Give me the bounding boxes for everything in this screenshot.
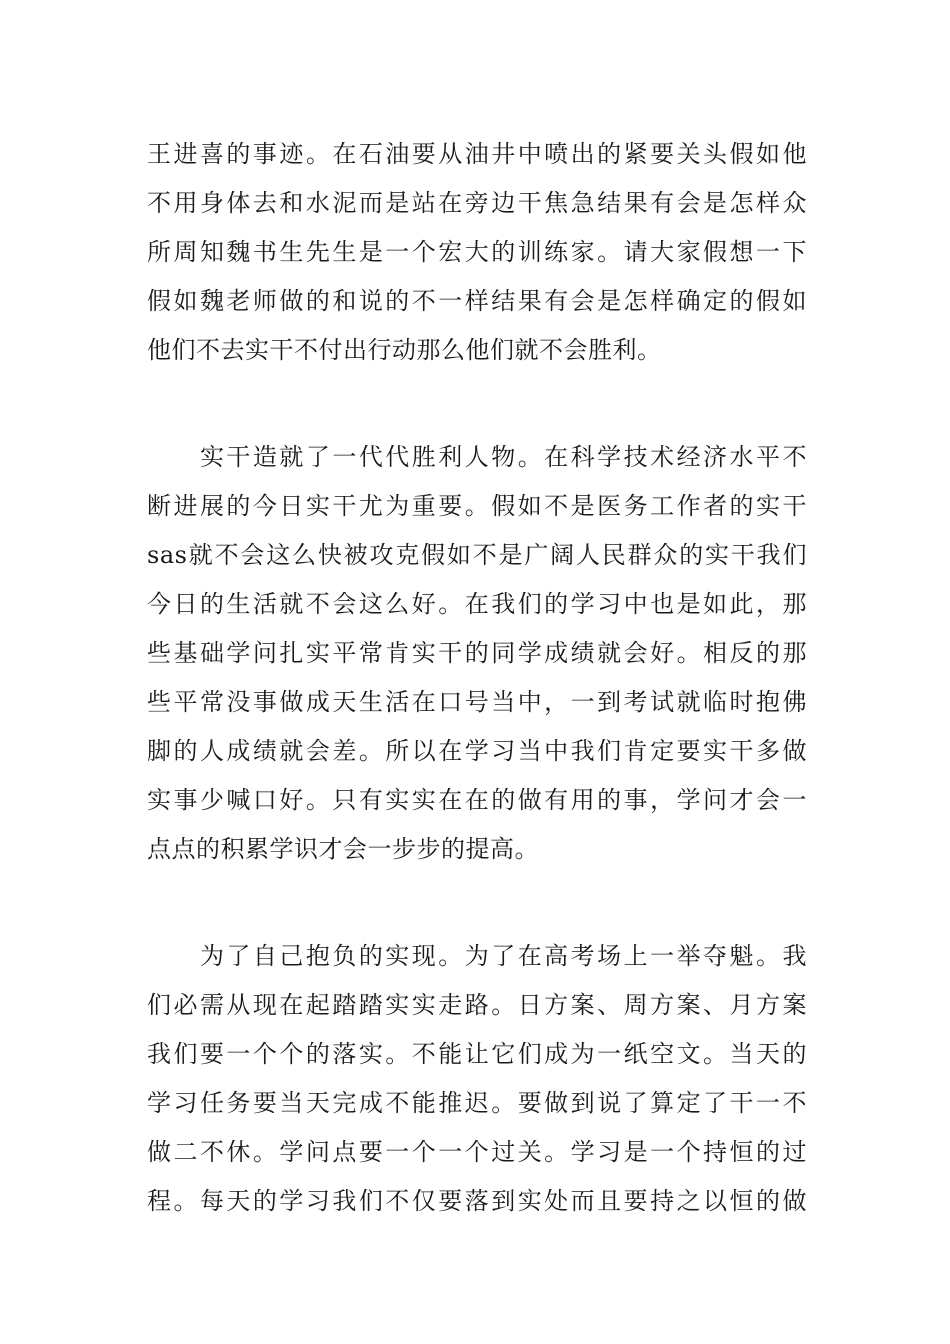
text-line: 程。每天的学习我们不仅要落到实处而且要持之以恒的做 [147,1187,807,1215]
document-body [147,130,807,1226]
text-line: 他们不去实干不付出行动那么他们就不会胜利。 [147,336,662,364]
text-line: 断进展的今日实干尤为重要。假如不是医务工作者的实干 [147,492,807,520]
text-line: 王进喜的事迹。在石油要从油井中喷出的紧要关头假如他 [147,140,807,168]
paragraph-1 [147,130,807,375]
text-line: 脚的人成绩就会差。所以在学习当中我们肯定要实干多做 [147,737,807,765]
text-line: 不用身体去和水泥而是站在旁边干焦急结果有会是怎样众 [147,189,807,217]
paragraph-gap [147,375,807,433]
text-line: 学习任务要当天完成不能推迟。要做到说了算定了干一不 [147,1089,807,1117]
text-line: 我们要一个个的落实。不能让它们成为一纸空文。当天的 [147,1040,807,1068]
text-line: 所周知魏书生先生是一个宏大的训练家。请大家假想一下 [147,238,807,266]
paragraph-gap [147,874,807,932]
text-line: 点点的积累学识才会一步步的提高。 [147,835,539,863]
text-line: 为了自己抱负的实现。为了在高考场上一举夺魁。我 [147,942,807,970]
text-line: sas就不会这么快被攻克假如不是广阔人民群众的实干我们 [147,541,807,569]
text-line: 今日的生活就不会这么好。在我们的学习中也是如此，那 [147,590,807,618]
text-line: 假如魏老师做的和说的不一样结果有会是怎样确定的假如 [147,287,807,315]
text-line: 实事少喊口好。只有实实在在的做有用的事，学问才会一 [147,786,807,814]
text-line: 做二不休。学问点要一个一个过关。学习是一个持恒的过 [147,1138,807,1166]
text-line: 些平常没事做成天生活在口号当中，一到考试就临时抱佛 [147,688,807,716]
text-line: 们必需从现在起踏踏实实走路。日方案、周方案、月方案 [147,991,807,1019]
text-line: 些基础学问扎实平常肯实干的同学成绩就会好。相反的那 [147,639,807,667]
text-line: 实干造就了一代代胜利人物。在科学技术经济水平不 [147,443,807,471]
paragraph-3 [147,932,807,1226]
paragraph-2 [147,433,807,874]
